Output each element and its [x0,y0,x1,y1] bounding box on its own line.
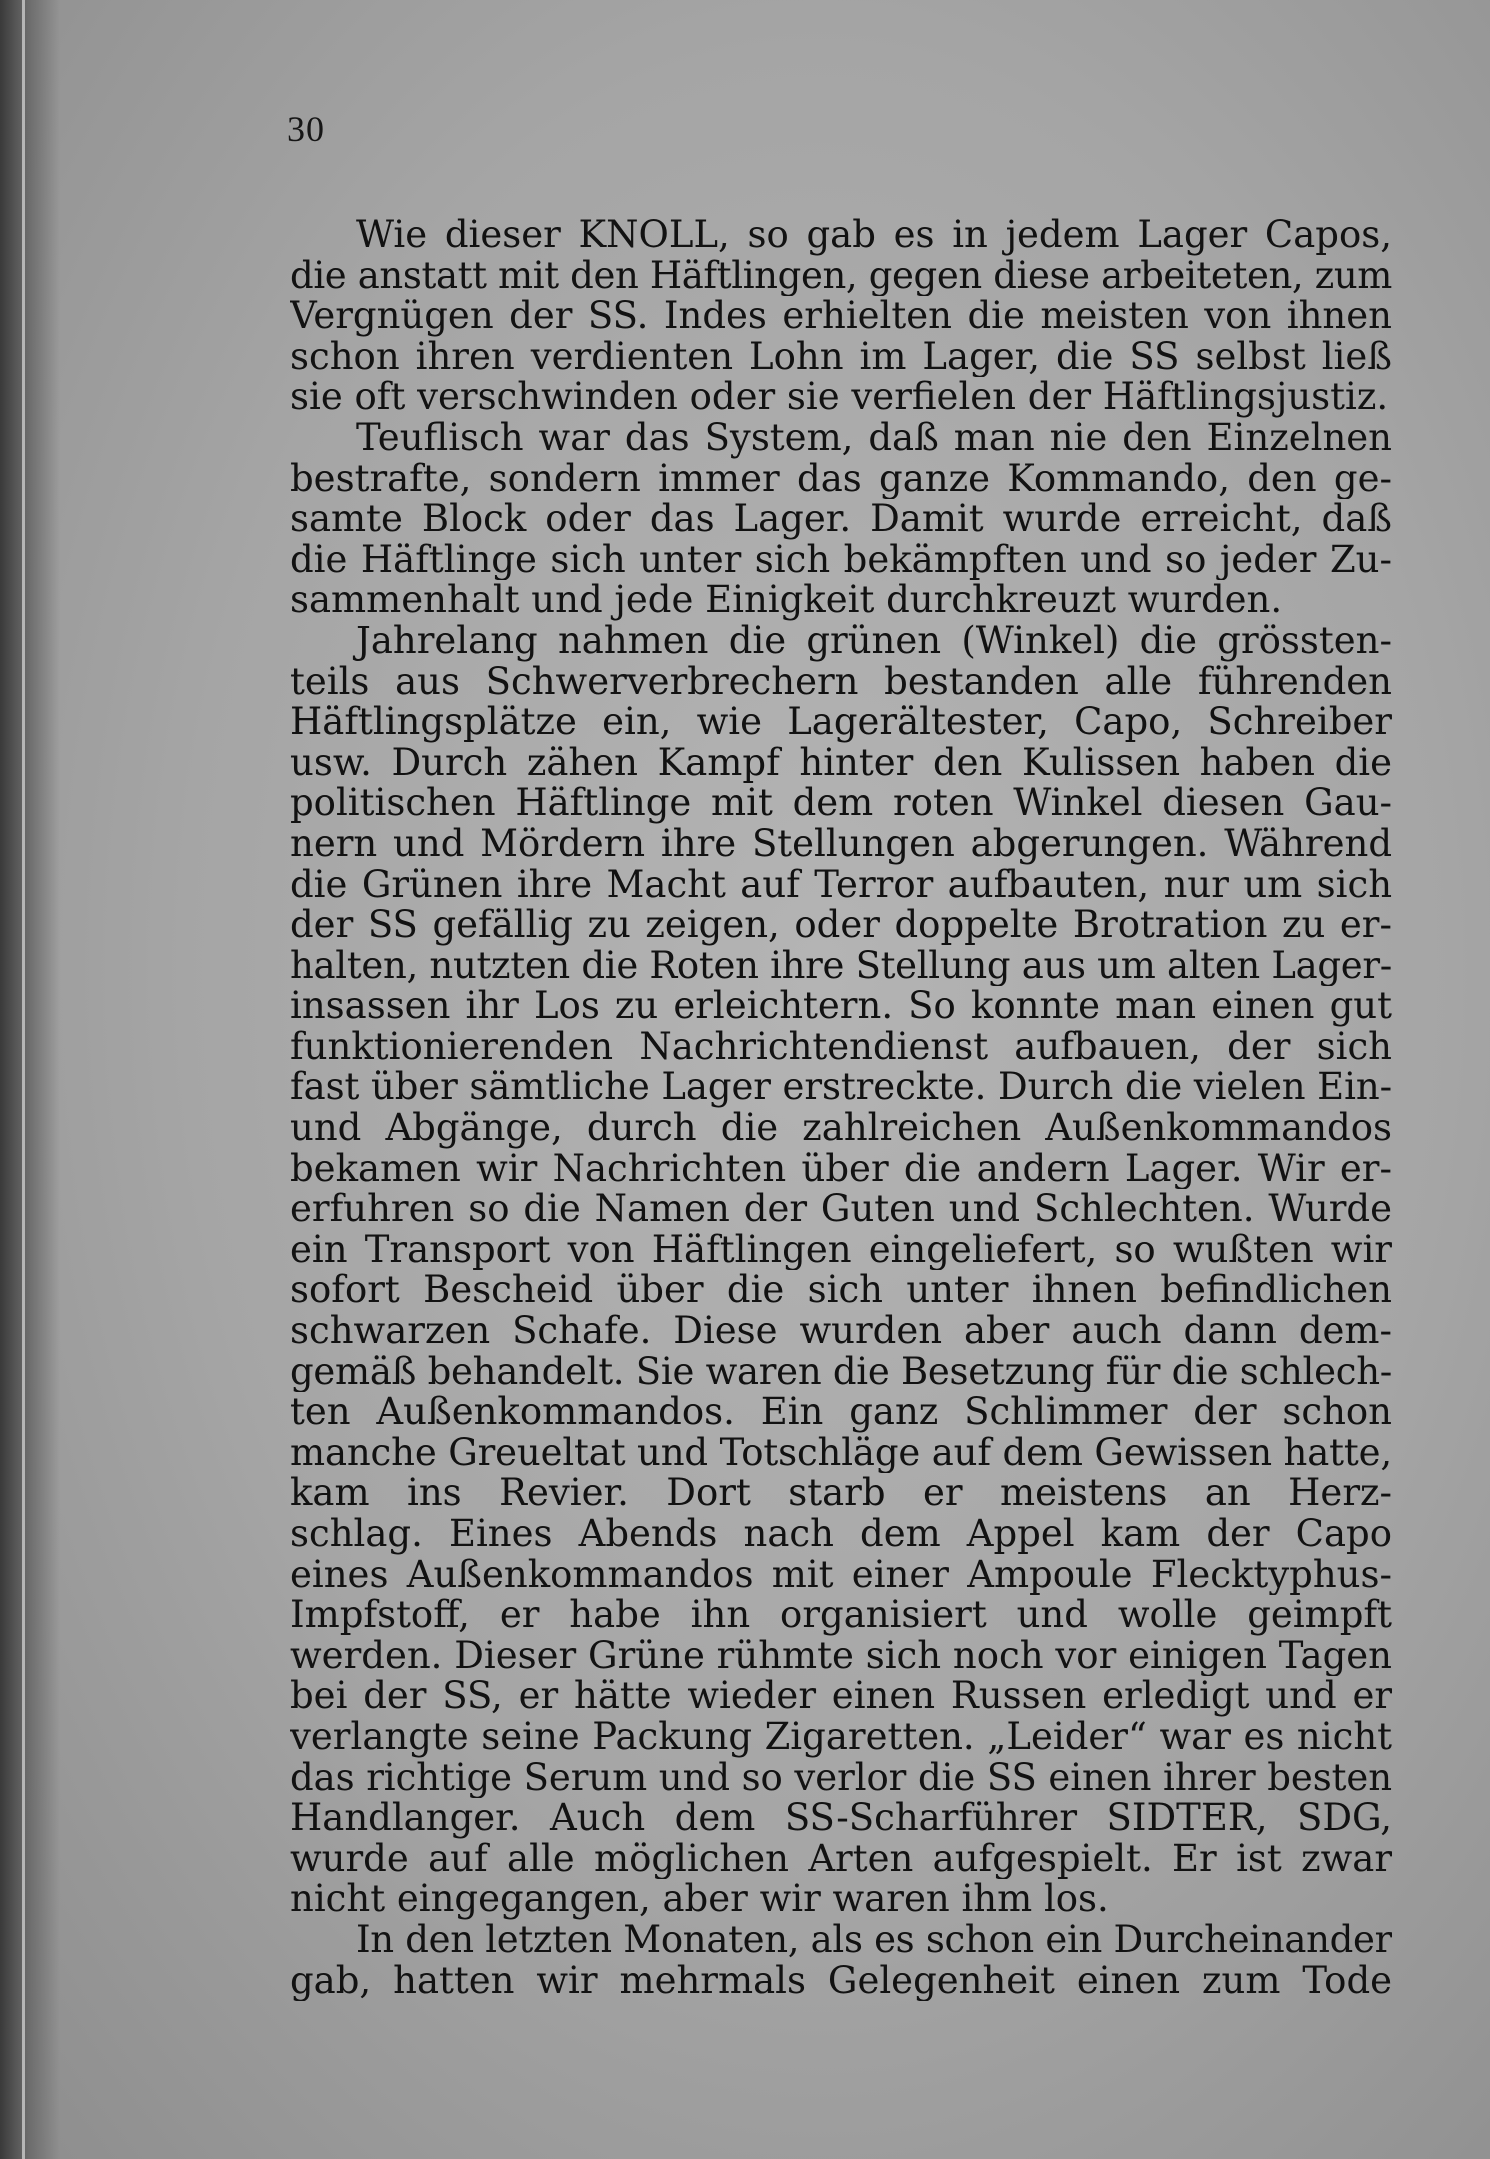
text-line: halten, nutzten die Roten ihre Stellung aus um alten Lager- [290,945,1392,987]
text-line: kam ins Revier. Dort starb er meistens an Herz- [290,1473,1392,1514]
text-line: das richtige Serum und so verlor die SS einen ihrer besten [290,1757,1392,1799]
text-line: sammenhalt und jede Einigkeit durchkreuzt wurden. [290,580,1283,621]
text-line: Häftlingsplätze ein, wie Lagerältester, Capo, Schreiber [290,702,1392,743]
text-line: fast über sämtliche Lager erstreckte. Durch die vielen Ein- [290,1067,1392,1109]
text-line: die Grünen ihre Macht auf Terror aufbauten, nur um sich [290,864,1392,906]
text-line: eines Außenkommandos mit einer Ampoule Flecktyphus- [290,1554,1392,1596]
text-line: insassen ihr Los zu erleichtern. So konnte man einen gut [290,986,1392,1027]
text-line: bekamen wir Nachrichten über die andern Lager. Wir er- [290,1148,1392,1190]
text-line: sofort Bescheid über die sich unter ihnen befindlichen [290,1270,1392,1312]
text-line: gab, hatten wir mehrmals Gelegenheit einen zum Tode [290,1960,1392,2002]
text-line: erfuhren so die Namen der Guten und Schlechten. Wurde [290,1189,1392,1230]
text-line: Handlanger. Auch dem SS-Scharführer SIDTER, SDG, [290,1798,1392,1839]
text-line: funktionierenden Nachrichtendienst aufbauen, der sich [290,1026,1392,1068]
binding-shadow [0,0,60,2159]
page-number: 30 [287,109,325,149]
text-line: Teuflisch war das System, daß man nie den Einzelnen [356,417,1392,459]
text-line: der SS gefällig zu zeigen, oder doppelte Brotration zu er- [290,905,1392,946]
text-line: Wie dieser KNOLL, so gab es in jedem Lager Capos, [356,215,1392,256]
text-line: sie oft verschwinden oder sie verfielen der Häftlingsjustiz. [290,377,1389,418]
text-line: schon ihren verdienten Lohn im Lager, die SS selbst ließ [290,336,1392,378]
text-line: nern und Mördern ihre Stellungen abgerungen. Während [290,823,1392,865]
text-line: usw. Durch zähen Kampf hinter den Kulissen haben die [290,742,1392,784]
text-line: samte Block oder das Lager. Damit wurde erreicht, daß [290,499,1392,540]
text-line: und Abgänge, durch die zahlreichen Außenkommandos [290,1108,1392,1149]
text-line: werden. Dieser Grüne rühmte sich noch vor einigen Tagen [290,1635,1392,1677]
text-line: bei der SS, er hätte wieder einen Russen erledigt und er [290,1676,1392,1717]
text-line: schlag. Eines Abends nach dem Appel kam der Capo [290,1514,1392,1555]
text-line: Vergnügen der SS. Indes erhielten die meisten von ihnen [290,296,1392,337]
text-line: ein Transport von Häftlingen eingeliefert, so wußten wir [290,1229,1392,1271]
text-line: Jahrelang nahmen die grünen (Winkel) die grössten- [356,620,1392,662]
text-line: manche Greueltat und Totschläge auf dem Gewissen hatte, [290,1432,1392,1474]
text-line: die Häftlinge sich unter sich bekämpften und so jeder Zu- [290,539,1392,581]
text-line: ten Außenkommandos. Ein ganz Schlimmer der schon [290,1392,1392,1433]
body-text [290,215,1392,2001]
text-line: gemäß behandelt. Sie waren die Besetzung für die schlech- [290,1351,1392,1393]
text-line: Impfstoff, er habe ihn organisiert und wolle geimpft [290,1595,1392,1636]
text-line: schwarzen Schafe. Diese wurden aber auch dann dem- [290,1311,1392,1352]
text-line: wurde auf alle möglichen Arten aufgespielt. Er ist zwar [290,1838,1392,1880]
text-line: verlangte seine Packung Zigaretten. „Leider“ war es nicht [290,1716,1392,1758]
text-line: teils aus Schwerverbrechern bestanden alle führenden [290,661,1392,703]
text-line: In den letzten Monaten, als es schon ein Durcheinander [356,1919,1392,1961]
text-line: bestrafte, sondern immer das ganze Kommando, den ge- [290,458,1392,500]
text-line: nicht eingegangen, aber wir waren ihm los. [290,1879,1109,1920]
text-line: die anstatt mit den Häftlingen, gegen diese arbeiteten, zum [290,255,1392,297]
binding-edge [22,0,25,2159]
text-line: politischen Häftlinge mit dem roten Winkel diesen Gau- [290,783,1392,824]
